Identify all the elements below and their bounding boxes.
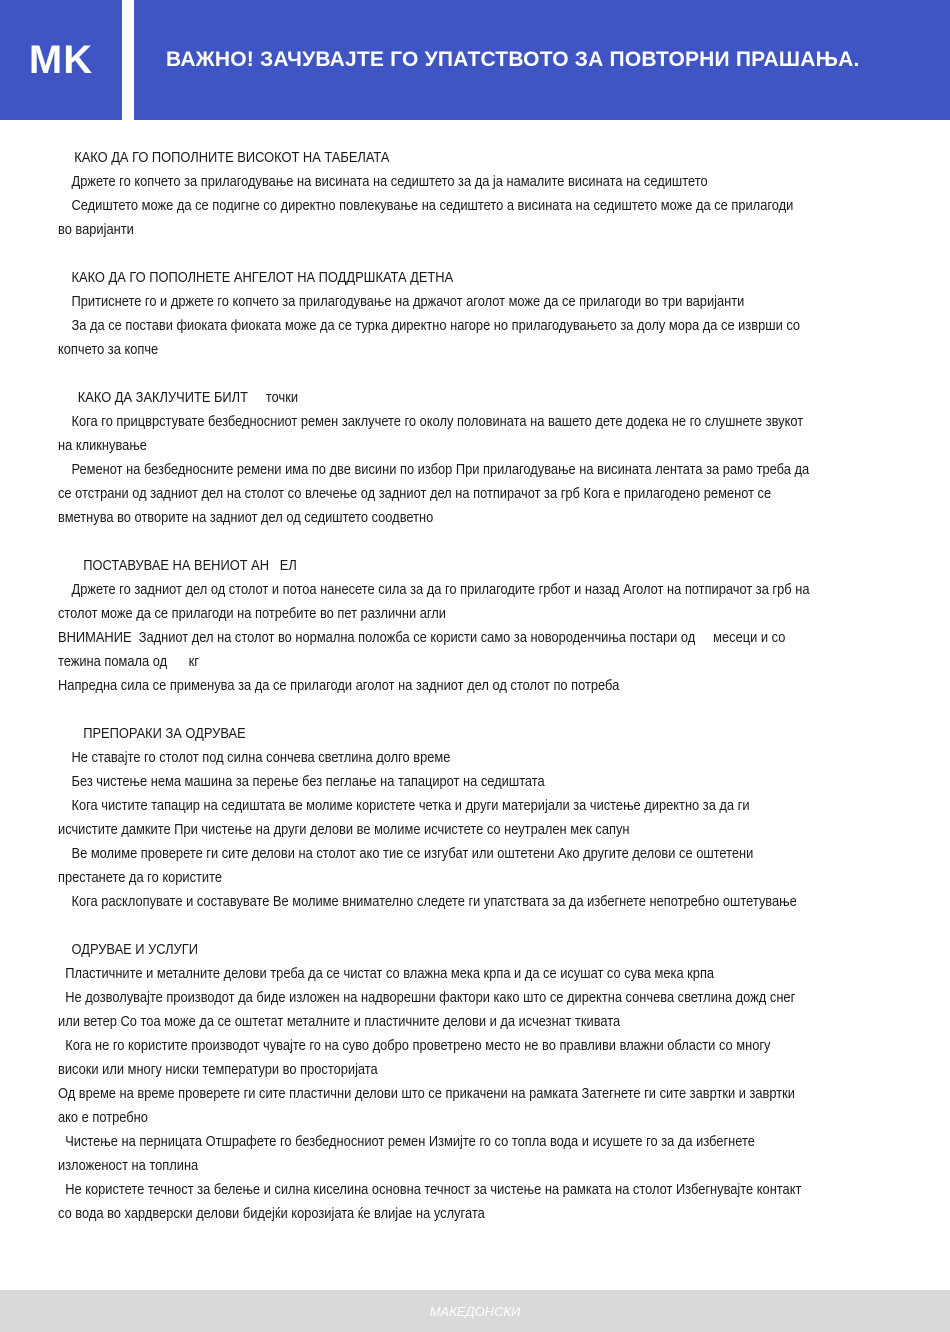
paragraph: За да се постави фиоката фиоката може да се турка директно нагоре но прилагодувањето за долу мора да се изврши со копчето за копче <box>58 318 801 358</box>
section-heading-support-angle: КАКО ДА ГО ПОПОЛНЕТЕ АНГЕЛОТ НА ПОДДРШКАТА ДЕТНА <box>71 270 454 286</box>
spacer <box>58 242 810 266</box>
paragraph: Пластичните и металните делови треба да се чистат со влажна мека крпа и да се исушат со сува мека крпа <box>65 966 715 982</box>
language-code: MK <box>28 37 94 82</box>
header-banner <box>134 0 950 120</box>
paragraph: Не користете течност за белење и силна киселина основна течност за чистење на рамката на столот Избегнувајте контакт со вода во хардверски делови бидејќи корозијата ќе влијае на услугата <box>58 1182 802 1222</box>
section-heading-maintenance-service: ОДРУВАЕ И УСЛУГИ <box>71 942 199 958</box>
section-heading-table-height: КАКО ДА ГО ПОПОЛНИТЕ ВИСОКОТ НА ТАБЕЛАТА <box>74 150 390 166</box>
document-body <box>58 146 810 1226</box>
paragraph: Држете го задниот дел од столот и потоа нанесете сила за да го прилагодите грбот и назад Аголот на потпирачот за грб на столот може да се прилагоди на потребите во пет различни агли <box>58 582 810 622</box>
page-header <box>0 0 950 120</box>
paragraph: Кога расклопувате и составувате Ве молиме внимателно следете ги упатствата за да избегнете непотребно оштетување <box>71 894 797 910</box>
paragraph: Притиснете го и држете го копчето за прилагодување на држачот аголот може да се прилагоди во три варијанти <box>71 294 745 310</box>
spacer <box>58 362 810 386</box>
section-heading-lock-belt: КАКО ДА ЗАКЛУЧИТЕ БИЛТ точки <box>77 390 299 406</box>
paragraph: Ве молиме проверете ги сите делови на столот ако тие се изгубат или оштетени Ако другите делови се оштетени престанете да го користите <box>58 846 754 886</box>
section-heading-maintenance-tips: ПРЕПОРАКИ ЗА ОДРУВАЕ <box>83 726 246 742</box>
spacer <box>58 698 810 722</box>
paragraph: Чистење на перницата Отшрафете го безбедносниот ремен Измијте го со топла вода и исушете го за да избегнете изложеност на топлина <box>58 1134 755 1174</box>
paragraph: Држете го копчето за прилагодување на висината на седиштето за да ја намалите висината на седиштето <box>71 174 708 190</box>
spacer <box>58 530 810 554</box>
paragraph: Без чистење нема машина за перење без пеглање на тапацирот на седиштата <box>71 774 545 790</box>
header-title: ВАЖНО! ЗАЧУВАЈТЕ ГО УПАТСТВОТО ЗА ПОВТОРНИ ПРАШАЊА. <box>166 48 860 71</box>
paragraph: Напредна сила се применува за да се прилагоди аголот на задниот дел од столот по потреба <box>58 678 620 694</box>
paragraph: Не ставајте го столот под силна сончева светлина долго време <box>71 750 451 766</box>
paragraph: Не дозволувајте производот да биде изложен на надворешни фактори како што се директна сончева светлина дожд снег или ветер Со тоа може да се оштетат металните и пластичните делови и да исчезнат ткивата <box>58 990 796 1030</box>
paragraph: Седиштето може да се подигне со директно повлекување на седиштето а висината на седиштето може да се прилагоди во варијанти <box>58 198 794 238</box>
paragraph: Кога чистите тапацир на седиштата ве молиме користете четка и други материјали за чистење директно за да ги исчистите дамките При чистење на други делови ве молиме исчистете со неутрален мек сапун <box>58 798 750 838</box>
page-footer <box>0 1290 950 1332</box>
paragraph: Кога го прицврстувате безбедносниот ремен заклучете го околу половината на вашето дете додека не го слушнете звукот на кликнување <box>58 414 804 454</box>
language-code-badge <box>0 0 122 120</box>
warning-paragraph: ВНИМАНИЕ Задниот дел на столот во нормална положба се користи само за новороденчиња постари од месеци и со тежина помала од кг <box>58 630 789 670</box>
paragraph: Од време на време проверете ги сите пластични делови што се прикачени на рамката Затегнете ги сите завртки и завртки ако е потребно <box>58 1086 795 1126</box>
paragraph: Кога не го користите производот чувајте го на суво добро проветрено место не во правливи влажни области со многу високи или многу ниски температури во просторијата <box>58 1038 771 1078</box>
footer-language-label: МАКЕДОНСКИ <box>429 1303 521 1319</box>
spacer <box>58 914 810 938</box>
paragraph: Ременот на безбедносните ремени има по две висини по избор При прилагодување на висината лентата за рамо треба да се отстрани од задниот дел на столот со влечење од задниот дел на потпирачот за грб Кога е прилагодено ременот се вметнува во отворите на задниот дел од седиштето соодветно <box>58 462 810 526</box>
section-heading-backrest: ПОСТАВУВАЕ НА ВЕНИОТ АН ЕЛ <box>83 558 297 574</box>
